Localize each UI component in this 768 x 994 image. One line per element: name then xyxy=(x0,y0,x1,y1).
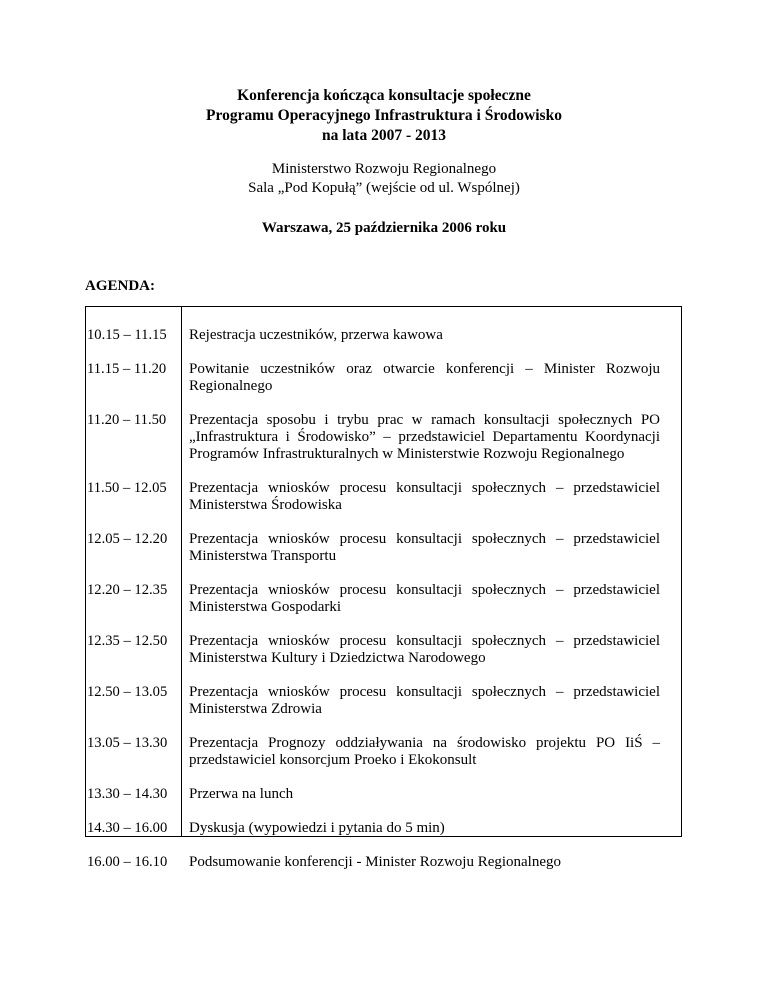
agenda-time: 14.30 – 16.00 xyxy=(87,820,168,836)
agenda-time: 10.15 – 11.15 xyxy=(87,327,167,343)
agenda-time: 11.15 – 11.20 xyxy=(87,361,167,377)
agenda-time: 12.35 – 12.50 xyxy=(87,633,168,649)
agenda-row xyxy=(86,786,681,803)
agenda-table xyxy=(85,306,682,870)
agenda-description: Podsumowanie konferencji - Minister Rozwoju Regionalnego xyxy=(189,854,562,870)
agenda-row xyxy=(86,480,681,514)
agenda-time: 16.00 – 16.10 xyxy=(87,854,168,870)
agenda-row xyxy=(86,412,681,463)
agenda-description: Prezentacja wniosków procesu konsultacji społecznych – przedstawiciel Ministerstwa Środowiska xyxy=(189,480,660,513)
title-line-2: Programu Operacyjnego Infrastruktura i Środowisko xyxy=(206,107,562,124)
agenda-description: Prezentacja wniosków procesu konsultacji społecznych – przedstawiciel Ministerstwa Zdrowia xyxy=(189,684,660,717)
agenda-row xyxy=(86,820,681,837)
agenda-row xyxy=(86,531,681,565)
agenda-row xyxy=(86,854,681,871)
agenda-time: 13.05 – 13.30 xyxy=(87,735,168,751)
agenda-time: 12.05 – 12.20 xyxy=(87,531,168,547)
agenda-description: Prezentacja wniosków procesu konsultacji społecznych – przedstawiciel Ministerstwa Gospodarki xyxy=(189,582,660,615)
agenda-time: 11.20 – 11.50 xyxy=(87,412,167,428)
room-line: Sala „Pod Kopułą” (wejście od ul. Wspólnej) xyxy=(248,180,520,196)
title-line-3: na lata 2007 - 2013 xyxy=(322,127,446,144)
organizer-line: Ministerstwo Rozwoju Regionalnego xyxy=(271,161,497,177)
agenda-description: Prezentacja wniosków procesu konsultacji społecznych – przedstawiciel Ministerstwa Kultury i Dziedzictwa Narodowego xyxy=(189,633,660,666)
agenda-time: 11.50 – 12.05 xyxy=(87,480,167,496)
agenda-row xyxy=(86,582,681,616)
agenda-description: Przerwa na lunch xyxy=(189,786,294,802)
agenda-heading: AGENDA: xyxy=(85,278,155,294)
agenda-row xyxy=(86,361,681,395)
agenda-description: Dyskusja (wypowiedzi i pytania do 5 min) xyxy=(189,820,445,836)
agenda-row xyxy=(86,684,681,718)
title-line-1: Konferencja kończąca konsultacje społeczne xyxy=(237,87,531,104)
agenda-description: Prezentacja wniosków procesu konsultacji społecznych – przedstawiciel Ministerstwa Transportu xyxy=(189,531,660,564)
agenda-row xyxy=(86,327,681,344)
agenda-row xyxy=(86,735,681,769)
agenda-description: Prezentacja Prognozy oddziaływania na środowisko projektu PO IiŚ – przedstawiciel konsorcjum Proeko i Ekokonsult xyxy=(189,735,660,768)
agenda-time: 13.30 – 14.30 xyxy=(87,786,168,802)
agenda-list xyxy=(86,327,681,888)
agenda-row xyxy=(86,633,681,667)
agenda-time: 12.20 – 12.35 xyxy=(87,582,168,598)
venue-info xyxy=(0,160,768,198)
agenda-description: Powitanie uczestników oraz otwarcie konferencji – Minister Rozwoju Regionalnego xyxy=(189,361,660,394)
date-line: Warszawa, 25 października 2006 roku xyxy=(261,220,507,236)
document-title xyxy=(0,86,768,146)
agenda-description: Prezentacja sposobu i trybu prac w ramach konsultacji społecznych PO „Infrastruktura i Środowisko” – przedstawiciel Departamentu Koordynacji Programów Infrastrukturalnych w Ministerstwie Rozwoju Regionalnego xyxy=(189,412,660,462)
agenda-time: 12.50 – 13.05 xyxy=(87,684,168,700)
agenda-description: Rejestracja uczestników, przerwa kawowa xyxy=(189,327,443,343)
